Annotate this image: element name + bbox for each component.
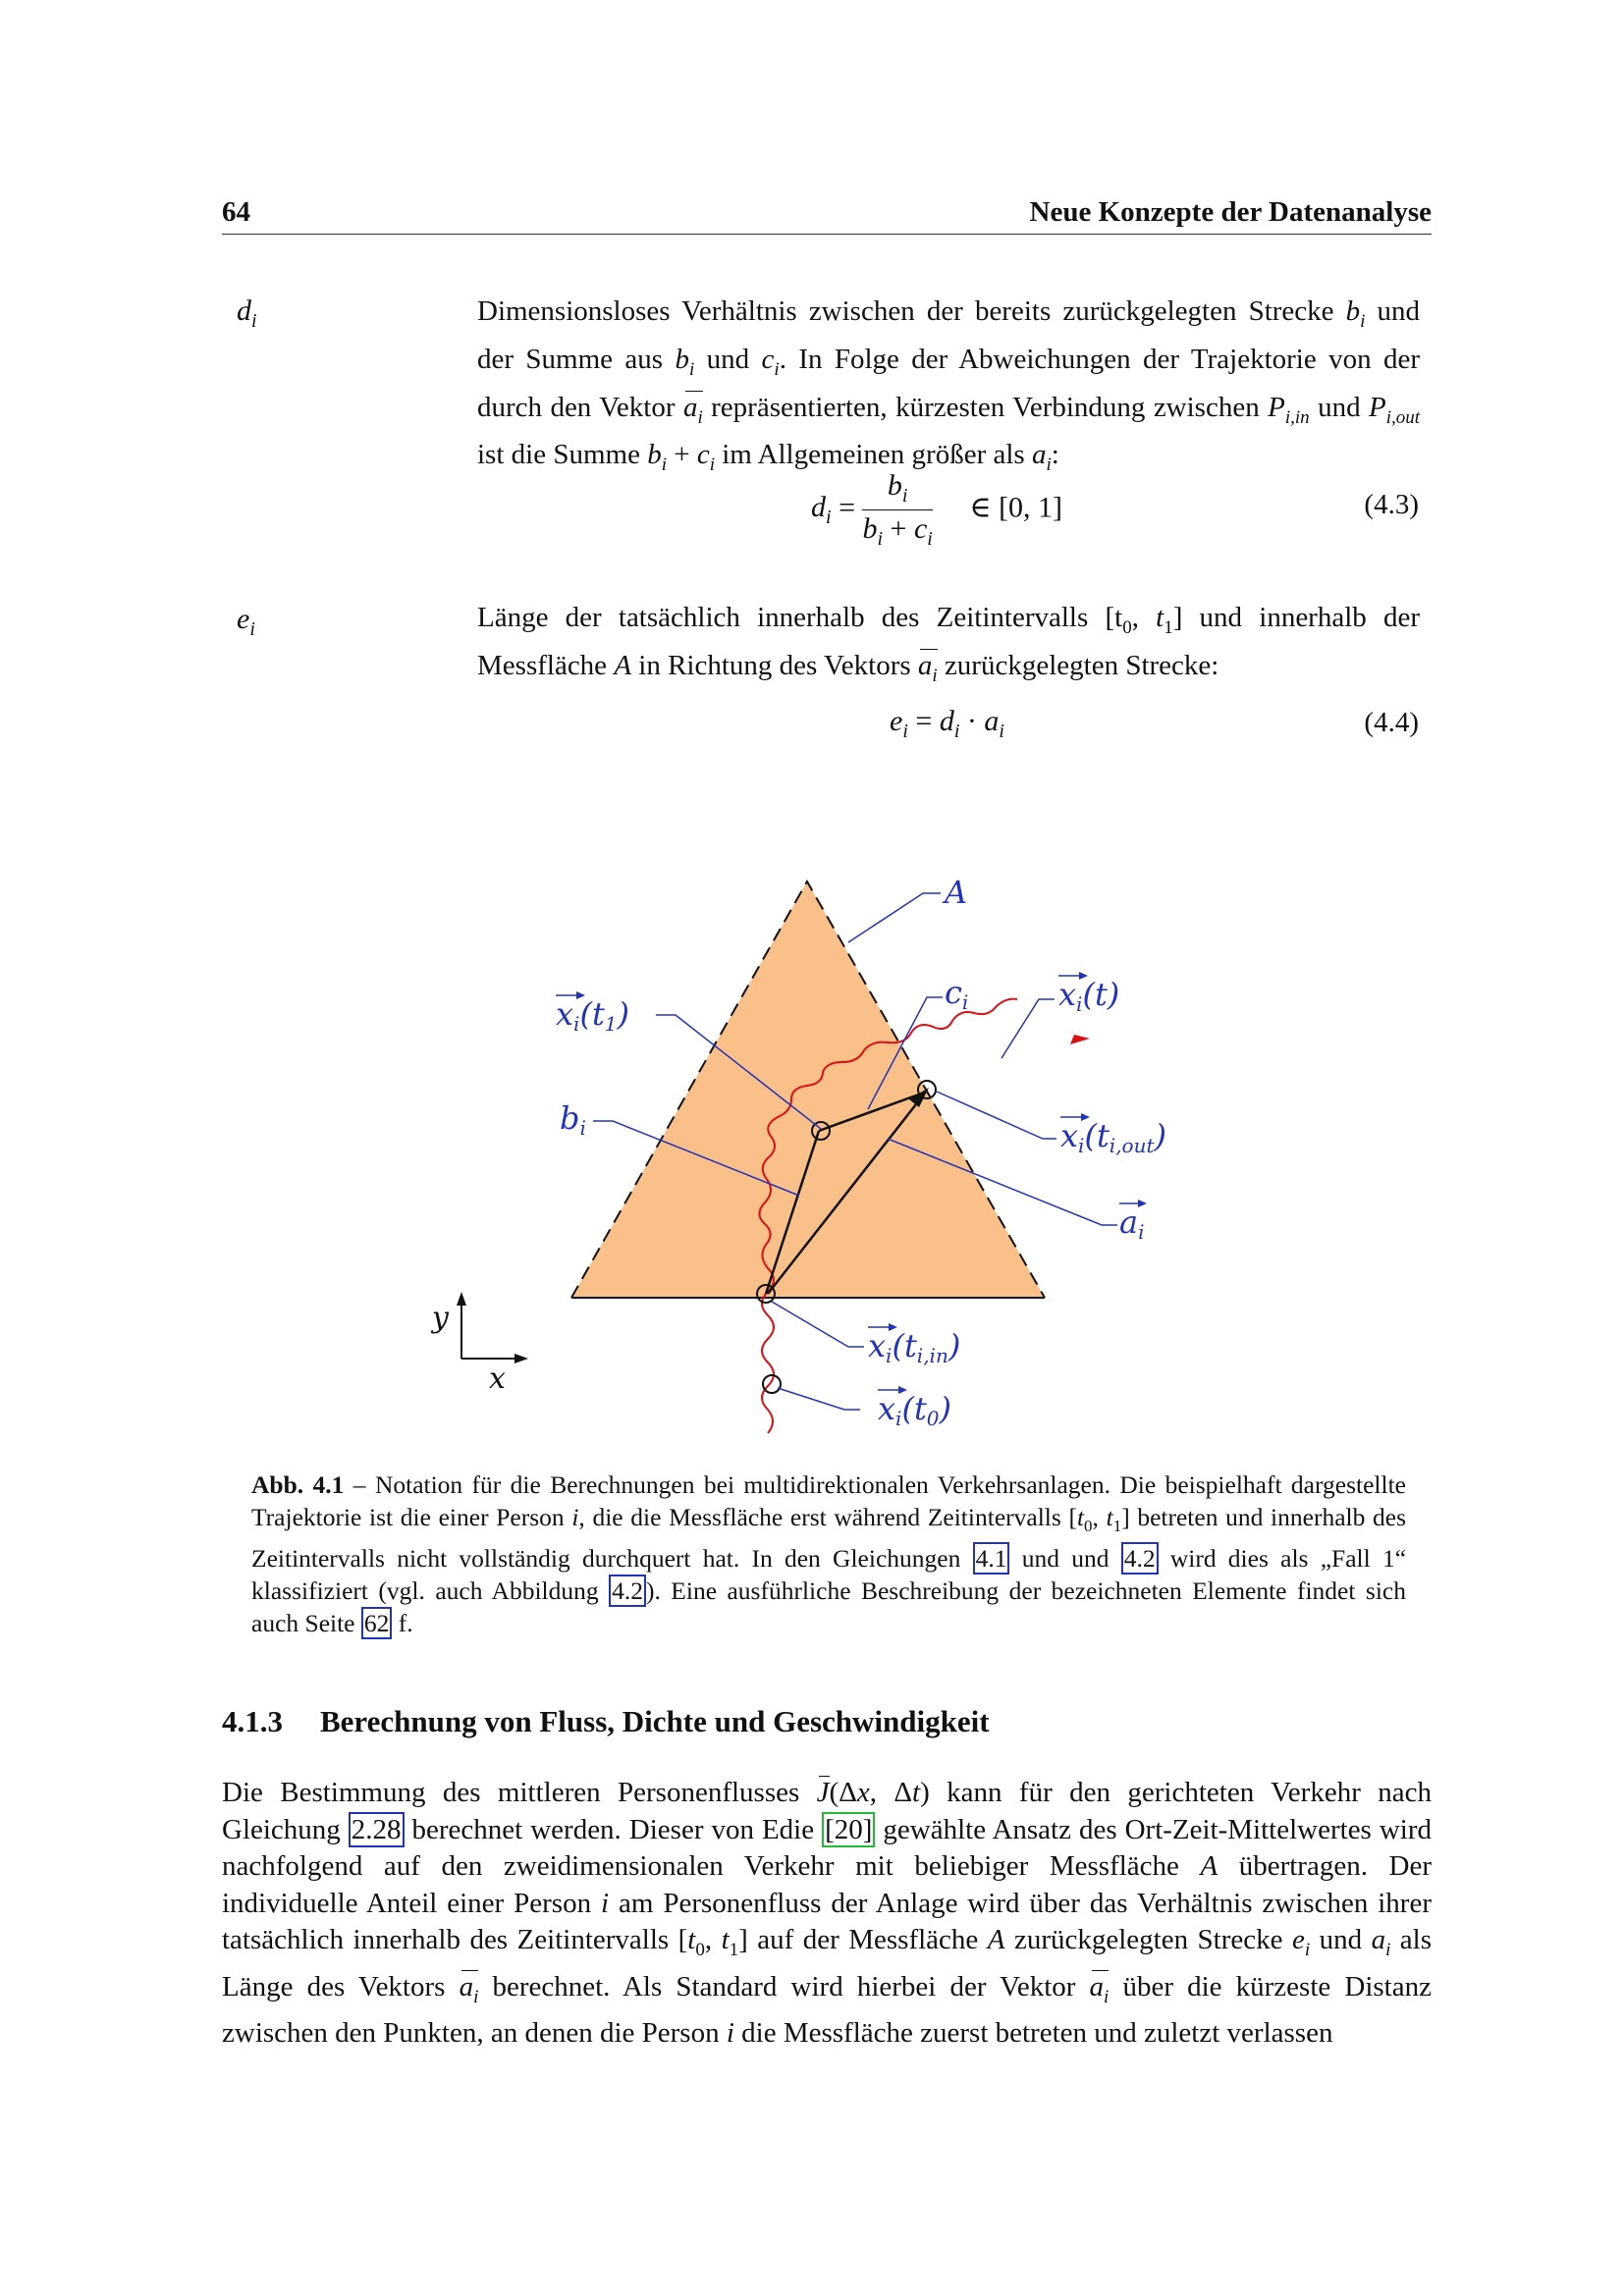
ref-page-62[interactable]: 62: [361, 1607, 393, 1639]
ref-equation-4-2[interactable]: 4.2: [1121, 1542, 1159, 1575]
running-header-title: Neue Konzepte der Datenanalyse: [1029, 196, 1432, 228]
label-xtout: [1060, 1113, 1166, 1157]
equation-number-4-4: (4.4): [1364, 707, 1419, 738]
svg-text:xi(t): xi(t): [1058, 976, 1120, 1016]
term-d-i: $d_i$: [237, 294, 257, 332]
definition-e-i: Länge der tatsächlich innerhalb des Zeitintervalls [$t_0$, $t_1$] und innerhalb der Messfläche A in Richtung des Vektors $a_i$ zurückgelegten Strecke:: [477, 602, 1420, 686]
ref-equation-4-1[interactable]: 4.1: [973, 1542, 1010, 1575]
trajectory-arrow-head: [1070, 1035, 1090, 1044]
axis-x-label: x: [489, 1362, 506, 1396]
label-xtin: [868, 1323, 960, 1367]
svg-text:xi(t0): xi(t0): [878, 1390, 952, 1430]
term-e-i: $e_i$: [237, 603, 255, 640]
body-paragraph: Die Bestimmung des mittleren Personenflusses J(Δx, Δt) kann für den gerichteten Verkehr nach Gleichung 2.28 berechnet werden. Dieser von Edie [20] gewählte Ansatz des Ort-Zeit-Mittelwertes wird nachfolgend auf den zweidimensionalen Verkehr mit beliebiger Messfläche A übertragen. Der individuelle Anteil einer Person i am Personenfluss der Anlage wird über das Verhältnis zwischen ihrer tatsächlich innerhalb des Zeitintervalls [$t_0$, $t_1$] auf der Messfläche A zurückgelegten Strecke $e_i$ und $a_i$ als Länge des Vektors $a_i$ berechnet. Als Standard wird hierbei der Vektor $a_i$ über die kürzeste Distanz zwischen den Punkten, an denen die Person i die Messfläche zuerst betreten und zuletzt verlassen: [222, 1777, 1433, 2050]
ref-equation-2-28[interactable]: 2.28: [349, 1812, 405, 1847]
svg-text:xi(ti,in): xi(ti,in): [868, 1327, 961, 1367]
measurement-area-triangle: [571, 881, 1045, 1298]
svg-text:ai: ai: [1119, 1203, 1145, 1244]
label-xt1: [556, 991, 629, 1036]
label-xt0: [878, 1386, 951, 1430]
axis-y-arrow: [457, 1292, 466, 1306]
axis-y-label: y: [432, 1301, 449, 1335]
equation-number-4-3: (4.3): [1364, 489, 1419, 520]
label-ci: ci: [945, 974, 969, 1014]
section-heading: 4.1.3 Berechnung von Fluss, Dichte und Geschwindigkeit: [222, 1704, 990, 1738]
ref-citation-20[interactable]: [20]: [822, 1812, 875, 1847]
svg-text:xi(t1): xi(t1): [556, 995, 630, 1036]
svg-text:xi(ti,out): xi(ti,out): [1060, 1117, 1166, 1157]
ref-figure-4-2[interactable]: 4.2: [609, 1575, 646, 1607]
equation-4-4: $e_i = d_i \cdot a_i$: [890, 705, 1004, 742]
figure-caption: Abb. 4.1 – Notation für die Berechnungen bei multidirektionalen Verkehrsanlagen. Die beispielhaft dargestellte Trajektorie ist die einer Person i, die die Messfläche erst während Zeitintervalls [$t_0$, $t_1$] betreten und innerhalb des Zeitintervalls nicht vollständig durchquert hat. In den Gleichungen 4.1 und und 4.2 wird dies als „Fall 1“ klassifiziert (vgl. auch Abbildung 4.2 ). Eine ausführliche Beschreibung der bezeichneten Elemente findet sich auch Seite 62 f.: [251, 1470, 1407, 1638]
label-A: A: [945, 874, 968, 911]
axis-x-arrow: [514, 1354, 528, 1363]
label-ai: [1119, 1200, 1147, 1244]
label-bi: bi: [560, 1099, 586, 1140]
equation-4-3: $d_i$ = $\frac{b_i}{b_i + c_i}$ ∈ [0, 1]: [811, 469, 1063, 550]
page-number: 64: [222, 196, 250, 228]
label-xt: [1058, 972, 1119, 1016]
definition-d-i: Dimensionsloses Verhältnis zwischen der bereits zurückgelegten Strecke $b_i$ und der Summe aus $b_i$ und $c_i$. In Folge der Abweichungen der Trajektorie von der durch den Vektor $a_i$ repräsentierten, kürzesten Verbindung zwischen $P_{i,in}$ und $P_{i,out}$ ist die Summe $b_i + c_i$ im Allgemeinen größer als $a_i$:: [477, 295, 1421, 476]
point-xt0: [763, 1375, 781, 1393]
